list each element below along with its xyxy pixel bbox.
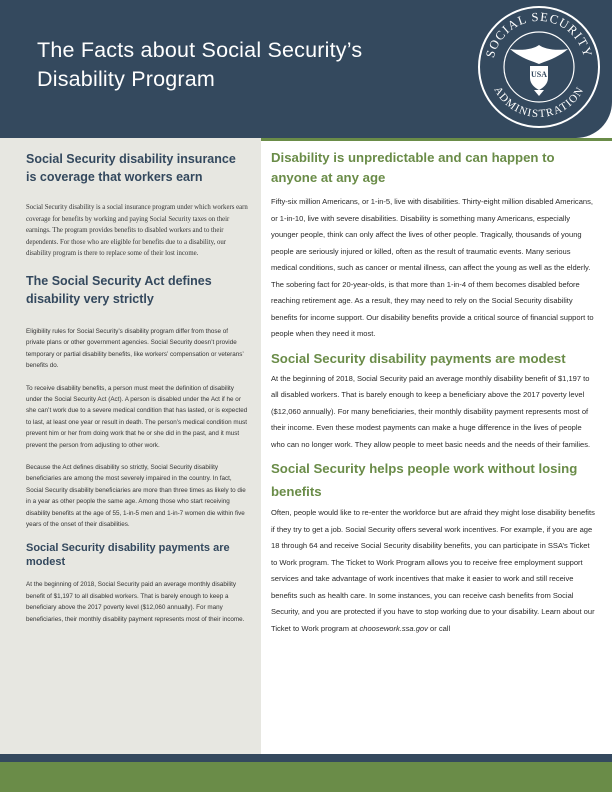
main-heading-payments: Social Security disability payments are modest bbox=[271, 350, 566, 366]
top-accent-rule bbox=[261, 138, 612, 141]
sidebar-paragraph-payments: At the beginning of 2018, Social Security paid an average monthly disability benefit of $1,197 to all disabled workers. That is barely enough to keep a beneficiary above the 2017 poverty level ($12,060 annually). For many beneficiaries, their monthly disability payment represents most of their income. bbox=[26, 581, 245, 623]
main-paragraph-payments: At the beginning of 2018, Social Security paid an average monthly disability benefit of $1,197 to all disabled workers. That is barely enough to keep a beneficiary above the 2017 poverty level ($12,060 annually). For many beneficiaries, their monthly disability payment represents most of their income. Even these modest payments can make a huge difference in the lives of people who can no longer work. They allow people to meet basic needs and the needs of their families. bbox=[271, 373, 591, 449]
page-title-line-1: The Facts about Social Security’s bbox=[37, 38, 363, 62]
sidebar-heading-definition: The Social Security Act defines disability very strictly bbox=[26, 273, 212, 306]
work-paragraph-text: Often, people would like to re-enter the workforce but are afraid they might lose disability benefits if they try to get a job. Social Security offers several work incentives. For example, if you are age 18 through 64 and receive Social Security disability benefits, you can participate in SSA’s Ticket to Work program. The Ticket to Work Program allows you to receive free employment support services and take advantage of work incentives that make it easier to work and still receive benefits such as health care. In some instances, you can receive cash benefits from Social Security, and you are protected if you have to stop working due to your disability. Learn about our Ticket to Work program at bbox=[271, 508, 595, 633]
footer-rule-dark bbox=[0, 754, 612, 762]
main-content bbox=[271, 148, 597, 637]
ssa-seal-logo bbox=[476, 4, 602, 130]
main-paragraph-unpredictable: Fifty-six million Americans, or 1-in-5, live with disabilities. Thirty-eight million disabled Americans, or 1-in-10, live with severe disabilities. Disability is something many Americans, especially younger people, think can only affect the lives of other people. Tragically, thousands of young people are seriously injured or killed, often as the result of traumatic events. Many serious medical conditions, such as cancer or mental illness, can affect the young as well as the elderly. The sobering fact for 20-year-olds, is that more than 1-in-4 of them becomes disabled before reaching retirement age. As a result, they may need to rely on the Social Security disability benefits for income support. Our disability benefits provide a critical source of financial support to people when they need it most. bbox=[271, 197, 594, 338]
choosework-link[interactable]: choosework.ssa.gov bbox=[359, 623, 428, 633]
work-paragraph-tail: or call bbox=[430, 623, 451, 633]
main-heading-work: Social Security helps people work without losing benefits bbox=[271, 461, 578, 499]
sidebar-paragraph-coverage: Social Security disability is a social insurance program under which workers earn coverage for benefits by working and paying Social Security taxes on their earnings. The program provides benefits to disabled workers and to their dependents. For those who are eligible for benefits due to a disability, our disability program is there to replace some of their lost income. bbox=[26, 204, 248, 258]
page-title-line-2: Disability Program bbox=[37, 67, 216, 91]
sidebar-paragraph-severity: Because the Act defines disability so strictly, Social Security disability beneficiaries are among the most severely impaired in the country. In fact, Social Security disability beneficiaries are more than three times as likely to die in a year as other people the same age. Among those who start receiving disability benefits at the age of 55, 1-in-5 men and 1-in-7 women die within five years of the onset of their disabilities. bbox=[26, 464, 246, 529]
sidebar-heading-coverage: Social Security disability insurance is coverage that workers earn bbox=[26, 152, 236, 184]
sidebar-paragraph-eligibility: Eligibility rules for Social Security’s disability program differ from those of private plans or other government agencies. Social Security doesn’t provide temporary or partial disability benefits, like workers’ compensation or veterans’ benefits do. bbox=[26, 327, 244, 370]
page-title bbox=[37, 36, 417, 94]
main-paragraph-work bbox=[271, 505, 597, 637]
seal-badge-text: USA bbox=[530, 70, 548, 79]
main-heading-unpredictable: Disability is unpredictable and can happen to anyone at any age bbox=[271, 150, 555, 185]
sidebar-heading-payments: Social Security disability payments are modest bbox=[26, 542, 230, 569]
footer-band bbox=[0, 762, 612, 792]
sidebar-content bbox=[26, 150, 248, 625]
seal-text-bottom: ADMINISTRATION bbox=[491, 84, 587, 121]
seal-text-top: SOCIAL SECURITY bbox=[483, 9, 595, 60]
sidebar-paragraph-definition: To receive disability benefits, a person must meet the definition of disability under the Social Security Act (Act). A person is disabled under the Act if he or she can’t work due to a severe medical condition that has lasted, or is expected to last, at least one year or result in death. The person’s medical condition must prevent him or her from doing work that he or she did in the past, and it must prevent the person from adjusting to other work. bbox=[26, 384, 248, 449]
